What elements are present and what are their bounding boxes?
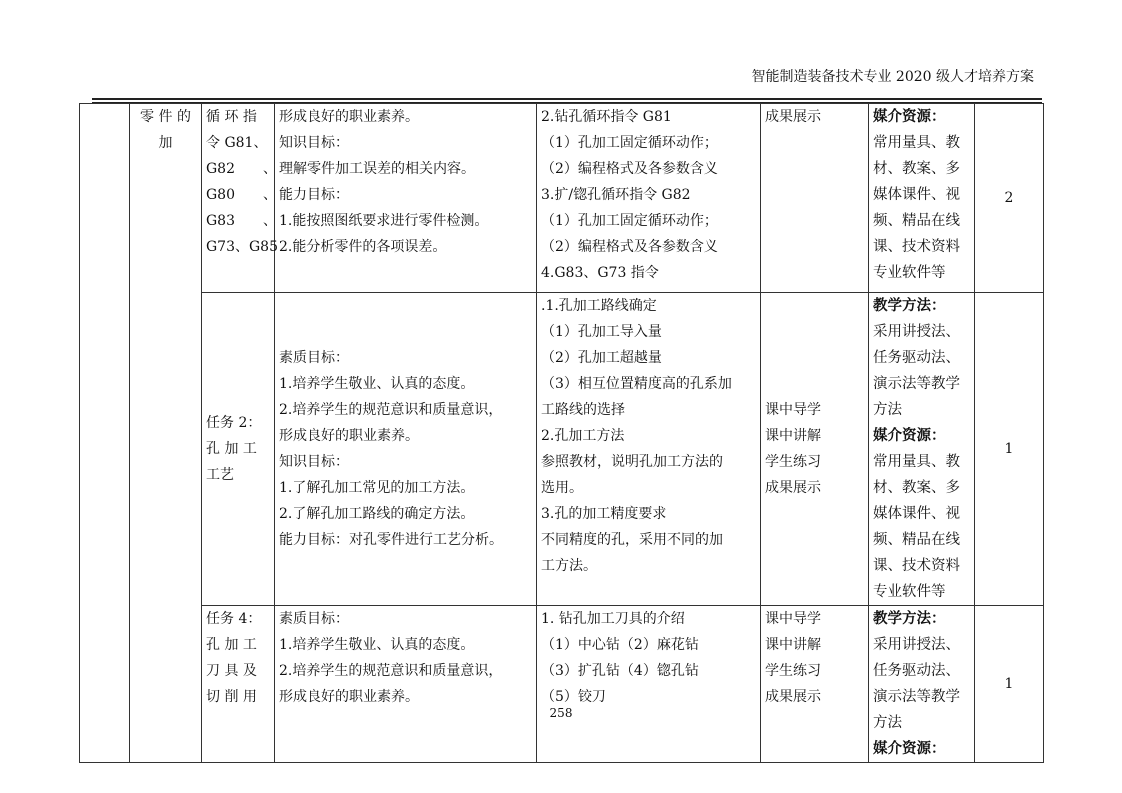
resource-heading: 教学方法： <box>873 610 946 627</box>
objectives-cell <box>275 606 537 763</box>
content-line: （5）铰刀 <box>541 689 606 705</box>
module-cell <box>80 104 130 763</box>
hours-cell: 1 <box>975 293 1044 606</box>
objective-line: 形成良好的职业素养。 <box>279 689 419 705</box>
objective-line: 2.了解孔加工路线的确定方法。 <box>279 506 475 522</box>
resource-heading: 媒介资源： <box>873 740 946 757</box>
content-line: 选用。 <box>541 480 583 496</box>
task-line: 工艺 <box>206 467 234 483</box>
method-line: 成果展示 <box>765 689 821 705</box>
content-line: （3）相互位置精度高的孔系加 <box>541 376 732 392</box>
table-row <box>80 104 1044 293</box>
content-line: 工方法。 <box>541 558 597 574</box>
objective-line: 1.培养学生敬业、认真的态度。 <box>279 637 475 653</box>
resources-cell <box>869 104 975 293</box>
table-row <box>80 606 1044 763</box>
objective-line: 2.培养学生的规范意识和质量意识， <box>279 663 503 679</box>
content-line: 3.孔的加工精度要求 <box>541 506 667 522</box>
project-cell <box>130 104 202 763</box>
task-line: 孔 加 工 <box>206 441 257 457</box>
task-cell <box>202 104 278 293</box>
objective-line: 理解零件加工误差的相关内容。 <box>279 161 475 177</box>
objective-line: 知识目标： <box>279 135 349 151</box>
content-line: （2）编程格式及各参数含义 <box>541 161 718 177</box>
methods-cell <box>761 104 869 293</box>
table-row <box>80 293 1044 606</box>
content-line: （1）孔加工导入量 <box>541 324 662 340</box>
method-line: 学生练习 <box>765 454 821 470</box>
task-line: 循 环 指 <box>206 109 257 125</box>
content-line: 参照教材，说明孔加工方法的 <box>541 454 723 470</box>
objective-line: 能力目标：对孔零件进行工艺分析。 <box>279 532 503 548</box>
header-rule-thick <box>92 98 1042 100</box>
task-line: 刀 具 及 <box>206 663 257 679</box>
objective-line: 1.能按照图纸要求进行零件检测。 <box>279 213 489 229</box>
content-line: 2.孔加工方法 <box>541 428 625 444</box>
method-line: 课中讲解 <box>765 428 821 444</box>
project-label-line: 零 件 的 <box>140 109 191 125</box>
resources-cell <box>869 293 975 606</box>
task-line: G82 、 <box>206 161 277 177</box>
task-line: 任务 2： <box>206 415 262 431</box>
content-line: （1）中心钻（2）麻花钻 <box>541 637 699 653</box>
task-line: G73、G85 <box>206 239 278 255</box>
content-line: （1）孔加工固定循环动作； <box>541 135 718 151</box>
curriculum-table <box>79 103 1044 763</box>
content-cell <box>537 606 761 763</box>
task-line: G83 、 <box>206 213 277 229</box>
objective-line: 1.培养学生敬业、认真的态度。 <box>279 376 475 392</box>
project-label-line: 加 <box>158 135 173 151</box>
content-line: （2）编程格式及各参数含义 <box>541 239 718 255</box>
content-line: （3）扩孔钻（4）锪孔钻 <box>541 663 699 679</box>
method-line: 成果展示 <box>765 480 821 496</box>
objective-line: 2.能分析零件的各项误差。 <box>279 239 447 255</box>
content-line: （2）孔加工超越量 <box>541 350 662 366</box>
document-header: 智能制造装备技术专业 2020 级人才培养方案 <box>751 69 1034 85</box>
objective-line: 素质目标： <box>279 350 349 366</box>
objective-line: 2.培养学生的规范意识和质量意识， <box>279 402 503 418</box>
objective-line: 能力目标： <box>279 187 349 203</box>
content-line: 4.G83、G73 指令 <box>541 265 659 281</box>
objective-line: 知识目标： <box>279 454 349 470</box>
content-line: 3.扩/锪孔循环指令 G82 <box>541 187 691 203</box>
content-line: .1.孔加工路线确定 <box>541 298 657 314</box>
resources-cell <box>869 606 975 763</box>
task-line: 任务 4： <box>206 611 262 627</box>
objectives-cell <box>275 293 537 606</box>
resource-text: 采用讲授法、任务驱动法、演示法等教学方法 <box>873 637 960 731</box>
resource-text: 常用量具、教材、教案、多媒体课件、视频、精品在线课、技术资料专业软件等 <box>873 135 960 281</box>
methods-cell <box>761 293 869 606</box>
resource-heading: 教学方法： <box>873 297 946 314</box>
task-line: G80 、 <box>206 187 277 203</box>
resource-heading: 媒介资源： <box>873 108 946 125</box>
method-line: 成果展示 <box>765 109 821 125</box>
objectives-cell <box>275 104 537 293</box>
task-line: 切 削 用 <box>206 689 257 705</box>
task-cell <box>202 606 275 763</box>
content-line: 不同精度的孔，采用不同的加 <box>541 532 723 548</box>
method-line: 课中导学 <box>765 402 821 418</box>
hours-cell: 2 <box>975 104 1044 293</box>
methods-cell <box>761 606 869 763</box>
content-line: 2.钻孔循环指令 G81 <box>541 109 672 125</box>
content-line: （1）孔加工固定循环动作； <box>541 213 718 229</box>
content-cell <box>537 293 761 606</box>
page-number: 258 <box>549 706 573 720</box>
content-line: 工路线的选择 <box>541 402 625 418</box>
method-line: 课中导学 <box>765 611 821 627</box>
resource-text: 常用量具、教材、教案、多媒体课件、视频、精品在线课、技术资料专业软件等 <box>873 454 960 600</box>
method-line: 课中讲解 <box>765 637 821 653</box>
method-line: 学生练习 <box>765 663 821 679</box>
objective-line: 形成良好的职业素养。 <box>279 109 419 125</box>
task-cell <box>202 293 275 606</box>
objective-line: 素质目标： <box>279 611 349 627</box>
resource-heading: 媒介资源： <box>873 427 946 444</box>
resource-text: 采用讲授法、任务驱动法、演示法等教学方法 <box>873 324 960 418</box>
content-line: 1. 钻孔加工刀具的介绍 <box>541 611 685 627</box>
task-line: 孔 加 工 <box>206 637 257 653</box>
objective-line: 1.了解孔加工常见的加工方法。 <box>279 480 475 496</box>
hours-cell: 1 <box>975 606 1044 763</box>
objective-line: 形成良好的职业素养。 <box>279 428 419 444</box>
task-line: 令 G81、 <box>206 135 268 151</box>
content-cell <box>537 104 761 293</box>
